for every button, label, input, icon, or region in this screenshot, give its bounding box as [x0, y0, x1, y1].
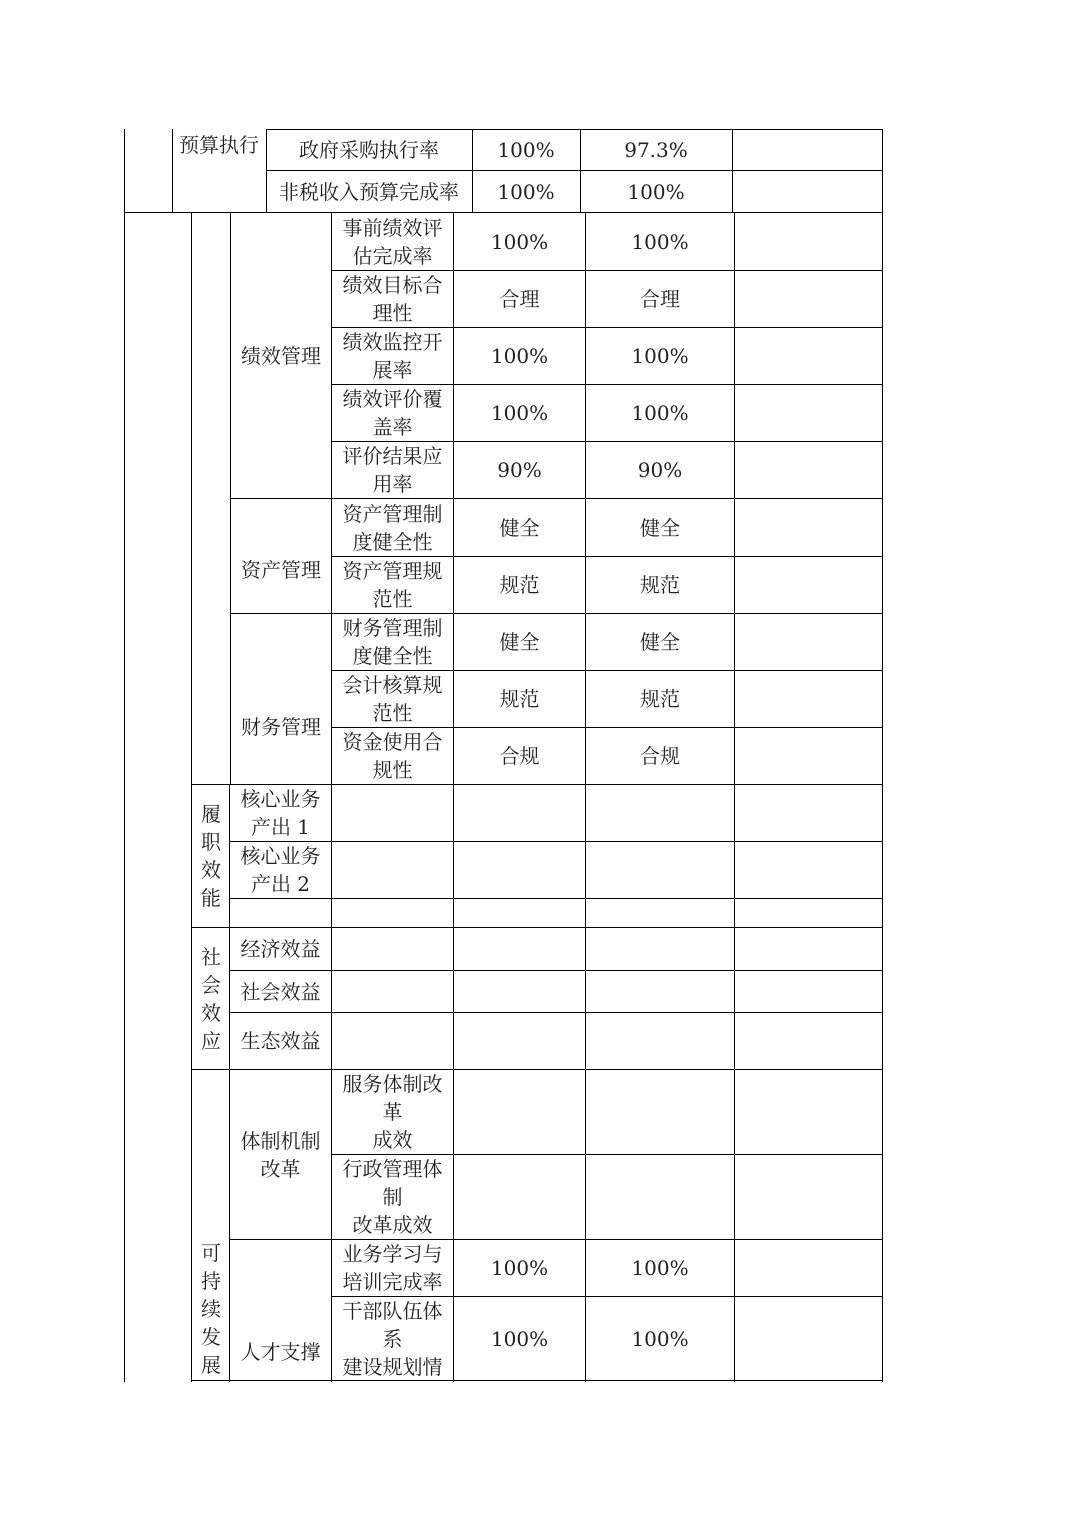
actual-cell: 97.3%: [624, 138, 688, 162]
indicator-cell: 评价结果应 用率: [342, 444, 443, 496]
budget-category: 预算执行: [179, 133, 259, 157]
benefit-cell: 社会效益: [240, 979, 321, 1004]
target-cell: [454, 1070, 585, 1154]
indicator-cell: 服务体制改 革 成效: [342, 1072, 443, 1152]
actual-cell: 规范: [640, 573, 680, 597]
note-cell: [735, 614, 882, 670]
note-cell: [735, 1297, 882, 1380]
note-cell: [735, 385, 882, 441]
target-cell: 100%: [490, 401, 549, 425]
performance-category: 绩效管理: [241, 343, 321, 368]
note-cell: [735, 557, 882, 613]
reform-category: 体制机制 改革: [240, 1128, 321, 1181]
indicator-cell: 非税收入预算完成率: [279, 179, 459, 204]
target-cell: 100%: [490, 344, 549, 368]
actual-cell: 健全: [640, 630, 680, 654]
note-cell: [732, 130, 882, 170]
actual-cell: 100%: [631, 1326, 689, 1351]
target-cell: 规范: [499, 687, 540, 711]
actual-cell: [586, 1070, 734, 1154]
indicator-cell: 会计核算规 范性: [342, 673, 443, 725]
note-cell: [735, 442, 882, 498]
sustain-section-label: 可持续发展: [201, 1241, 221, 1377]
actual-cell: 100%: [631, 344, 689, 368]
target-cell: 100%: [497, 138, 555, 162]
target-cell: 规范: [499, 573, 540, 597]
note-cell: [732, 171, 882, 212]
note-cell: [735, 1155, 882, 1239]
grid-line: [124, 129, 125, 213]
actual-cell: 规范: [640, 687, 680, 711]
indicator-cell: 资产管理规 范性: [342, 559, 443, 611]
target-cell: 合理: [499, 287, 540, 311]
grid-line: [882, 129, 883, 213]
indicator-cell: 资金使用合 规性: [342, 730, 443, 782]
indicator-cell: 业务学习与 培训完成率: [342, 1242, 443, 1294]
target-cell: 健全: [499, 515, 540, 540]
indicator-cell: 事前绩效评 估完成率: [342, 215, 443, 268]
output-cell: 核心业务 产出 1: [240, 787, 321, 839]
target-cell: 90%: [497, 458, 542, 482]
note-cell: [735, 671, 882, 727]
target-cell: 100%: [490, 1256, 549, 1280]
indicator-cell: 绩效目标合 理性: [342, 273, 443, 325]
actual-cell: [586, 1155, 734, 1239]
note-cell: [735, 728, 882, 784]
target-cell: 100%: [497, 179, 555, 204]
target-cell: 健全: [499, 630, 540, 654]
note-cell: [735, 1070, 882, 1154]
benefit-cell: 生态效益: [240, 1029, 321, 1053]
indicator-cell: 财务管理制 度健全性: [342, 616, 443, 668]
target-cell: [454, 1155, 585, 1239]
target-cell: 100%: [490, 229, 549, 254]
actual-cell: 100%: [627, 179, 685, 204]
indicator-cell: 干部队伍体 系 建设规划情: [342, 1298, 443, 1379]
talent-category: 人才支撑: [240, 1340, 321, 1364]
note-cell: [735, 1240, 882, 1296]
actual-cell: 合规: [640, 744, 680, 768]
actual-cell: 100%: [631, 401, 689, 425]
indicator-cell: 资产管理制 度健全性: [342, 501, 443, 554]
actual-cell: 100%: [631, 229, 689, 254]
actual-cell: 合理: [640, 287, 680, 311]
indicator-cell: 绩效监控开 展率: [342, 330, 443, 382]
target-cell: 100%: [490, 1326, 549, 1351]
output-cell: [230, 899, 331, 927]
indicator-cell: 绩效评价覆 盖率: [342, 387, 443, 439]
output-cell: 核心业务 产出 2: [240, 844, 321, 896]
actual-cell: 90%: [637, 458, 683, 482]
indicator-cell: 政府采购执行率: [299, 138, 439, 162]
note-cell: [735, 499, 882, 556]
duty-section-label: 履职效能: [201, 802, 221, 910]
social-section-label: 社会效应: [201, 944, 221, 1053]
grid-line: [191, 1380, 883, 1381]
note-cell: [735, 271, 882, 327]
target-cell: 合规: [499, 744, 540, 768]
actual-cell: 100%: [631, 1256, 689, 1280]
grid-line: [124, 212, 125, 1382]
indicator-cell: 行政管理体 制 改革成效: [342, 1157, 443, 1237]
grid-line: [882, 212, 883, 1382]
finance-category: 财务管理: [241, 715, 321, 739]
benefit-cell: 经济效益: [240, 937, 321, 961]
grid-line: [191, 212, 192, 1382]
note-cell: [735, 328, 882, 384]
assets-category: 资产管理: [241, 558, 321, 582]
note-cell: [735, 213, 882, 270]
actual-cell: 健全: [640, 515, 680, 540]
